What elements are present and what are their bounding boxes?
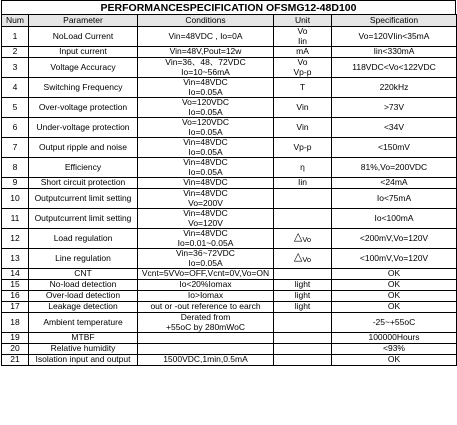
unit-line: Iin [298, 177, 307, 188]
row-unit [274, 229, 332, 249]
table-row [2, 302, 457, 313]
unit-line: light [294, 279, 311, 290]
row-parameter: Load regulation [29, 229, 138, 249]
row-conditions [138, 27, 274, 47]
row-parameter: Over-voltage protection [29, 98, 138, 118]
row-specification: OK [332, 291, 457, 302]
table-row [2, 291, 457, 302]
row-num: 15 [2, 280, 29, 291]
unit-line: Vin [296, 121, 309, 132]
row-unit [274, 355, 332, 366]
row-conditions [138, 291, 274, 302]
condition-line: Vo=200V [188, 197, 223, 208]
row-parameter: Over-load detection [29, 291, 138, 302]
row-unit [274, 249, 332, 269]
row-num: 1 [2, 27, 29, 47]
row-specification: OK [332, 269, 457, 280]
row-num: 17 [2, 302, 29, 313]
row-conditions [138, 333, 274, 344]
unit-line: Iin [298, 35, 307, 46]
row-parameter: Output ripple and noise [29, 138, 138, 158]
header-row [2, 15, 457, 27]
row-specification: <34V [332, 118, 457, 138]
row-num: 21 [2, 355, 29, 366]
row-specification: -25~+55oC [332, 313, 457, 333]
row-parameter: Outputcurrent limit setting [29, 189, 138, 209]
row-num: 16 [2, 291, 29, 302]
condition-line: Vin=48VDC [183, 228, 228, 238]
header-conditions: Conditions [138, 15, 274, 27]
row-parameter: Line regulation [29, 249, 138, 269]
row-unit [274, 58, 332, 78]
table-row [2, 280, 457, 291]
condition-line: Vin=48VDC , Io=0A [168, 30, 243, 41]
row-conditions [138, 313, 274, 333]
row-specification: Vo=120VIin<35mA [332, 27, 457, 47]
unit-subscript: Vo [302, 234, 312, 244]
row-num: 19 [2, 333, 29, 344]
row-conditions [138, 280, 274, 291]
condition-line: Vin=48VDC [183, 177, 228, 188]
condition-line: 1500VDC,1min,0.5mA [163, 354, 248, 365]
row-unit [274, 27, 332, 47]
row-unit [274, 344, 332, 355]
row-unit [274, 280, 332, 291]
row-conditions [138, 189, 274, 209]
row-unit [274, 269, 332, 280]
unit-line: mA [296, 46, 309, 57]
table-row [2, 118, 457, 138]
row-conditions [138, 118, 274, 138]
condition-line: Io=0.05A [188, 86, 223, 97]
row-parameter: No-load detection [29, 280, 138, 291]
condition-line: Io>Iomax [187, 290, 224, 301]
table-row [2, 138, 457, 158]
row-parameter: Isolation input and output [29, 355, 138, 366]
row-specification: OK [332, 280, 457, 291]
row-num: 2 [2, 47, 29, 58]
spec-document [1, 0, 456, 366]
table-row [2, 158, 457, 178]
unit-line: η [300, 161, 305, 172]
row-conditions [138, 269, 274, 280]
table-row [2, 98, 457, 118]
unit-line: Vin [296, 101, 309, 112]
table-row [2, 229, 457, 249]
condition-line: Io=0.05A [188, 257, 223, 268]
row-parameter: Ambient temperature [29, 313, 138, 333]
row-specification: Io<75mA [332, 189, 457, 209]
table-row [2, 27, 457, 47]
row-parameter: Short circuit protection [29, 178, 138, 189]
row-num: 14 [2, 269, 29, 280]
row-parameter: Voltage Accuracy [29, 58, 138, 78]
row-conditions [138, 178, 274, 189]
row-conditions [138, 209, 274, 229]
header-unit: Unit [274, 15, 332, 27]
unit-line: light [294, 301, 311, 312]
condition-line: Io<20%Iomax [179, 279, 232, 290]
condition-line: Vo=120V [188, 217, 223, 228]
condition-line: Vin=48VDC [183, 188, 228, 198]
condition-line: Derated from [180, 312, 231, 322]
row-specification: 81%,Vo=200VDC [332, 158, 457, 178]
table-row [2, 189, 457, 209]
row-num: 8 [2, 158, 29, 178]
header-specification: Specification [332, 15, 457, 27]
table-row [2, 313, 457, 333]
condition-line: Vin=36~72VDC [176, 248, 235, 258]
row-unit [274, 209, 332, 229]
condition-line: Vo=120VDC [181, 117, 230, 127]
unit-line: T [299, 81, 306, 92]
row-unit [274, 47, 332, 58]
row-num: 18 [2, 313, 29, 333]
condition-line: Vin=48V,Pout=12w [169, 46, 242, 57]
unit-line: Vo [297, 57, 308, 67]
row-specification: <200mV,Vo=120V [332, 229, 457, 249]
header-parameter: Parameter [29, 15, 138, 27]
table-row [2, 209, 457, 229]
row-parameter: Relative humidity [29, 344, 138, 355]
row-unit [274, 158, 332, 178]
table-row [2, 249, 457, 269]
row-specification: OK [332, 355, 457, 366]
row-parameter: Under-voltage protection [29, 118, 138, 138]
condition-line: out or -out reference to earch [150, 301, 261, 312]
row-conditions [138, 249, 274, 269]
table-row [2, 355, 457, 366]
row-unit [274, 313, 332, 333]
row-parameter: MTBF [29, 333, 138, 344]
condition-line: Vin=48VDC [183, 157, 228, 167]
condition-line: Vo=120VDC [181, 97, 230, 107]
row-specification: <150mV [332, 138, 457, 158]
row-parameter: Leakage detection [29, 302, 138, 313]
row-parameter: Input current [29, 47, 138, 58]
row-specification: 118VDC<Vo<122VDC [332, 58, 457, 78]
row-specification: Iin<330mA [332, 47, 457, 58]
delta-symbol: △ [293, 230, 303, 243]
unit-line: light [294, 290, 311, 301]
table-row [2, 178, 457, 189]
row-specification: <100mV,Vo=120V [332, 249, 457, 269]
spec-table-body [2, 27, 457, 366]
table-row [2, 78, 457, 98]
row-num: 9 [2, 178, 29, 189]
row-num: 13 [2, 249, 29, 269]
row-num: 5 [2, 98, 29, 118]
row-specification: OK [332, 302, 457, 313]
unit-line: Vp-p [293, 141, 312, 152]
row-conditions [138, 355, 274, 366]
table-row [2, 47, 457, 58]
row-specification: <24mA [332, 178, 457, 189]
row-specification: 100000Hours [332, 333, 457, 344]
document-title: PERFORMANCESPECIFICATION OFSMG12-48D100 [1, 0, 456, 14]
row-unit [274, 118, 332, 138]
row-parameter: Outputcurrent limit setting [29, 209, 138, 229]
row-conditions [138, 344, 274, 355]
table-row [2, 333, 457, 344]
table-row [2, 269, 457, 280]
condition-line: Io=0.01~0.05A [177, 237, 234, 248]
row-specification: 220kHz [332, 78, 457, 98]
row-unit [274, 138, 332, 158]
row-num: 10 [2, 189, 29, 209]
row-unit [274, 291, 332, 302]
row-conditions [138, 78, 274, 98]
row-parameter: CNT [29, 269, 138, 280]
condition-line: Vin=36、48、72VDC [165, 57, 246, 67]
row-num: 4 [2, 78, 29, 98]
unit-line: Vo [297, 26, 308, 36]
condition-line: Io=0.05A [188, 166, 223, 177]
condition-line: +55oC by 280mWoC [166, 321, 245, 332]
row-parameter: Switching Frequency [29, 78, 138, 98]
header-num: Num [2, 15, 29, 27]
row-num: 12 [2, 229, 29, 249]
row-specification: Io<100mA [332, 209, 457, 229]
row-specification: <93% [332, 344, 457, 355]
spec-table [1, 14, 457, 366]
table-row [2, 344, 457, 355]
row-unit [274, 78, 332, 98]
table-row [2, 58, 457, 78]
condition-line: Vin=48VDC [183, 208, 228, 218]
condition-line: Io=10~56mA [181, 66, 230, 77]
condition-line: Vin=48VDC [183, 137, 228, 147]
row-conditions [138, 47, 274, 58]
row-num: 7 [2, 138, 29, 158]
row-unit [274, 333, 332, 344]
condition-line: Io=0.05A [188, 106, 223, 117]
row-num: 6 [2, 118, 29, 138]
condition-line: Io=0.05A [188, 126, 223, 137]
row-num: 20 [2, 344, 29, 355]
row-conditions [138, 158, 274, 178]
condition-line: Vcnt=5VVo=OFF,Vcnt=0V,Vo=ON [141, 268, 270, 279]
row-conditions [138, 98, 274, 118]
row-num: 3 [2, 58, 29, 78]
row-conditions [138, 229, 274, 249]
delta-symbol: △ [293, 250, 303, 263]
row-num: 11 [2, 209, 29, 229]
row-parameter: NoLoad Current [29, 27, 138, 47]
row-parameter: Efficiency [29, 158, 138, 178]
row-conditions [138, 138, 274, 158]
row-specification: >73V [332, 98, 457, 118]
row-unit [274, 98, 332, 118]
row-conditions [138, 58, 274, 78]
row-unit [274, 178, 332, 189]
row-unit [274, 302, 332, 313]
unit-line: Vp-p [293, 66, 312, 77]
row-unit [274, 189, 332, 209]
condition-line: Io=0.05A [188, 146, 223, 157]
unit-subscript: Vo [302, 254, 312, 264]
condition-line: Vin=48VDC [183, 77, 228, 87]
row-conditions [138, 302, 274, 313]
